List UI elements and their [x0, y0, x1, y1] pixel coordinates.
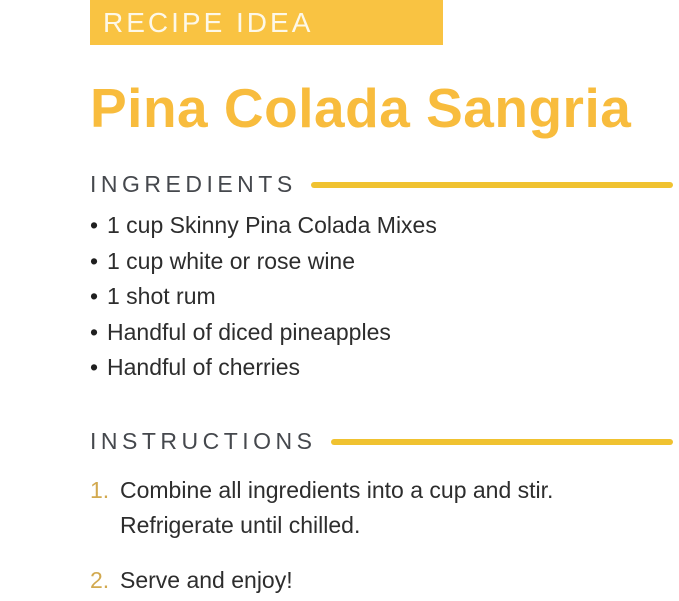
- ingredients-divider-line: [311, 182, 673, 188]
- ingredient-text: 1 shot rum: [107, 283, 216, 309]
- instruction-step-list: [90, 473, 639, 598]
- ingredient-text: Handful of cherries: [107, 354, 301, 380]
- ingredient-item: [90, 279, 659, 315]
- ingredient-text: Handful of diced pineapples: [107, 318, 391, 345]
- ingredient-item: [90, 350, 659, 386]
- ingredients-heading-row: [90, 171, 673, 198]
- instructions-heading-row: [90, 428, 673, 455]
- ingredient-text: 1 cup white or rose wine: [107, 247, 356, 274]
- ingredient-item: [90, 208, 659, 244]
- step-text: [120, 563, 293, 598]
- banner-label: RECIPE IDEA: [103, 7, 314, 38]
- instructions-divider-line: [331, 439, 674, 445]
- step-number: 1.: [90, 477, 110, 503]
- bullet-icon: •: [90, 247, 99, 274]
- step-text-line: Combine all ingredients into a cup and stir.: [120, 477, 554, 503]
- ingredient-list: [90, 208, 659, 386]
- step-text-line: Refrigerate until chilled.: [120, 512, 361, 538]
- instruction-step: [90, 563, 639, 598]
- bullet-icon: •: [90, 318, 99, 345]
- step-number: 2.: [90, 567, 110, 593]
- instruction-step: [90, 473, 639, 543]
- step-text-line: Serve and enjoy!: [120, 567, 293, 593]
- ingredients-heading: INGREDIENTS: [90, 171, 297, 197]
- bullet-icon: •: [90, 283, 99, 309]
- instructions-heading: INSTRUCTIONS: [90, 428, 317, 454]
- ingredient-text: 1 cup Skinny Pina Colada Mixes: [107, 212, 437, 238]
- ingredient-item: [90, 315, 659, 351]
- bullet-icon: •: [90, 212, 99, 238]
- recipe-idea-banner: [90, 0, 443, 45]
- ingredient-item: [90, 244, 659, 280]
- page-title: Pina Colada Sangria: [90, 77, 632, 139]
- bullet-icon: •: [90, 354, 99, 380]
- step-text: [120, 473, 553, 543]
